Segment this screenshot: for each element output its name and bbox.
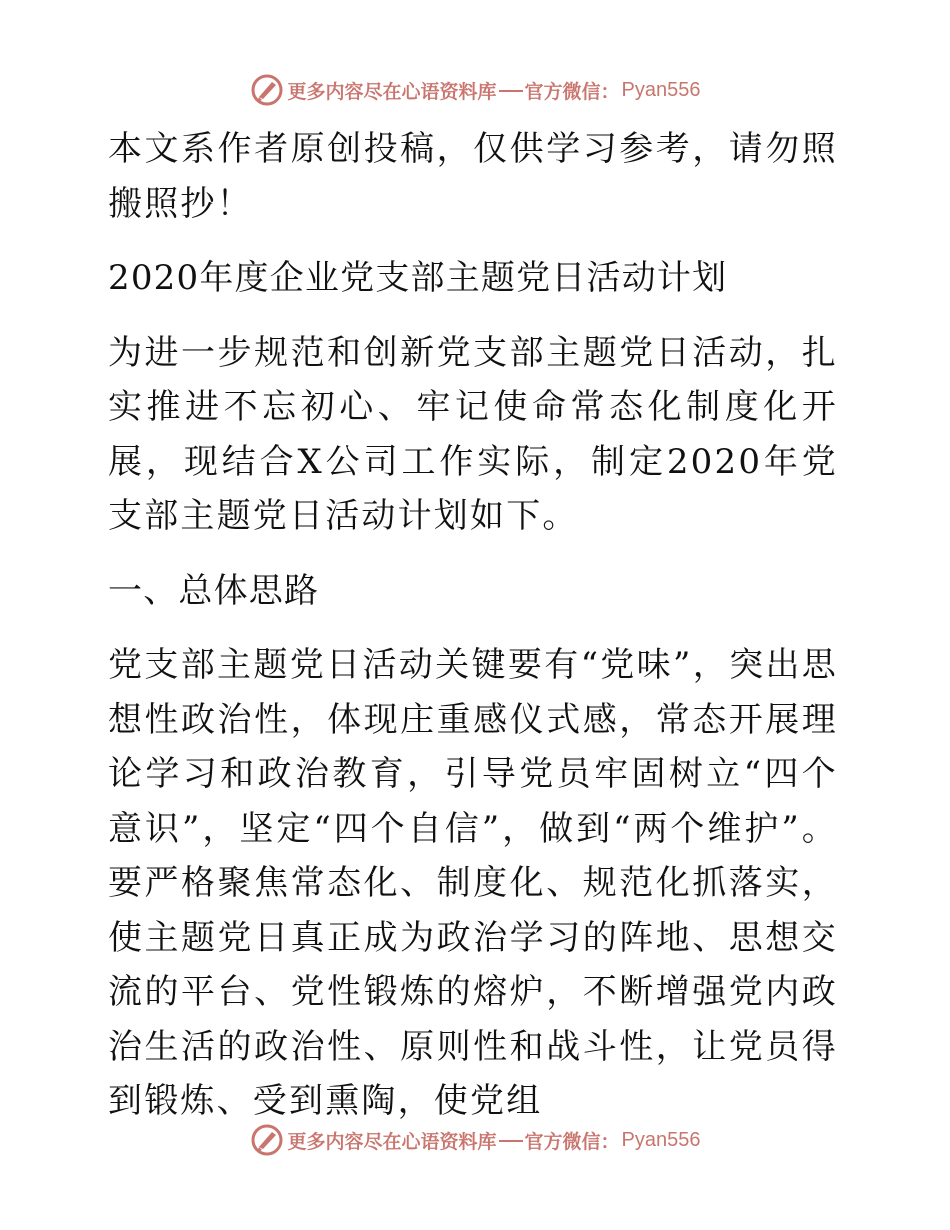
document-body: [98, 122, 838, 1129]
spacer: [98, 231, 838, 251]
spacer: [98, 306, 838, 326]
watermark-wechat-handle: Pyan556: [621, 1128, 701, 1151]
watermark-site-text: 更多内容尽在心语资料库: [287, 80, 497, 103]
watermark-dash: [499, 90, 523, 92]
quill-pen-logo-icon: [250, 73, 284, 107]
document-title: 2020年度企业党支部主题党日活动计划: [108, 258, 728, 298]
watermark-banner-top: [0, 70, 950, 110]
watermark-site-text: 更多内容尽在心语资料库: [287, 1130, 497, 1153]
quill-pen-logo-icon: [250, 1123, 284, 1157]
intro-paragraph: 为进一步规范和创新党支部主题党日活动，扎实推进不忘初心、牢记使命常态化制度化开展，现结合X公司工作实际，制定2020年党支部主题党日活动计划如下。: [108, 332, 838, 536]
watermark-wechat-label: 官方微信：: [524, 1130, 620, 1153]
copyright-notice: 本文系作者原创投稿，仅供学习参考，请勿照搬照抄！: [108, 129, 838, 224]
watermark-wechat-handle: Pyan556: [621, 78, 701, 101]
section-heading-overall-approach: 一、总体思路: [108, 570, 320, 611]
spacer: [98, 544, 838, 564]
watermark-wechat-label: 官方微信：: [524, 80, 620, 103]
section-1-paragraph: 党支部主题党日活动关键要有“党味”，突出思想性政治性，体现庄重感仪式感，常态开展理论学习和政治教育，引导党员牢固树立“四个意识”，坚定“四个自信”，做到“两个维护”。要严格聚焦常态化、制度化、规范化抓落实，使主题党日真正成为政治学习的阵地、思想交流的平台、党性锻炼的熔炉，不断增强党内政治生活的政治性、原则性和战斗性，让党员得到锻炼、受到熏陶，使党组: [108, 645, 838, 1121]
spacer: [98, 618, 838, 638]
watermark-banner-bottom: [0, 1120, 950, 1160]
watermark-dash: [499, 1140, 523, 1142]
